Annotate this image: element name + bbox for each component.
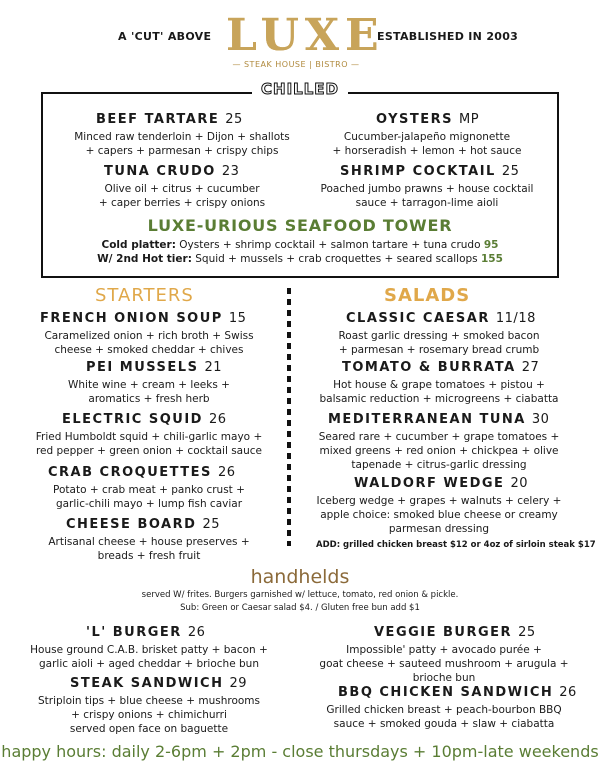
item-desc-line: Seared rare + cucumber + grape tomatoes + <box>318 431 560 443</box>
item-name: BEEF TARTARE <box>96 112 220 127</box>
tower-hot-line <box>50 252 550 266</box>
item-desc-line: + capers + parmesan + crispy chips <box>85 145 279 157</box>
starters-title: STARTERS <box>95 285 194 306</box>
item-name: SHRIMP COCKTAIL <box>340 164 496 179</box>
tower-cold-price: 95 <box>483 239 499 251</box>
item-desc-line: mixed greens + red onion + chickpea + olive <box>319 445 559 457</box>
tower-hot-desc: Squid + mussels + crab croquettes + seared scallops <box>195 253 478 265</box>
item-name: BBQ CHICKEN SANDWICH <box>338 685 554 700</box>
item-desc-line: aromatics + fresh herb <box>88 393 210 405</box>
item-price: 15 <box>228 311 247 326</box>
menu-item-french-onion-soup <box>20 311 278 357</box>
item-name: CLASSIC CAESAR <box>346 311 490 326</box>
item-desc-line: Fried Humboldt squid + chili-garlic mayo + <box>35 431 263 443</box>
menu-item-waldorf-wedge <box>300 476 578 536</box>
column-divider <box>287 288 291 546</box>
item-desc-line: parmesan dressing <box>388 523 490 535</box>
item-price: 26 <box>187 625 206 640</box>
item-desc-line: + caper berries + crispy onions <box>98 197 266 209</box>
item-desc-line: Artisanal cheese + house preserves + <box>48 536 250 548</box>
item-desc-line: + parmesan + rosemary bread crumb <box>338 344 540 356</box>
tagline-right: ESTABLISHED IN 2003 <box>377 30 519 43</box>
item-desc-line: served open face on baguette <box>69 723 229 735</box>
salads-title: SALADS <box>384 285 471 306</box>
item-name: TOMATO & BURRATA <box>342 360 516 375</box>
item-price: 29 <box>229 676 248 691</box>
item-desc-line: Poached jumbo prawns + house cocktail <box>320 183 534 195</box>
menu-item-cheese-board <box>20 517 278 563</box>
item-desc-line: garlic aioli + aged cheddar + brioche bun <box>39 658 259 670</box>
item-desc-line: Potato + crab meat + panko crust + <box>53 484 245 496</box>
menu-item-pei-mussels <box>20 360 278 406</box>
item-desc-line: sauce + smoked gouda + slaw + ciabatta <box>333 718 555 730</box>
item-desc-line: + crispy onions + chimichurri <box>71 709 227 721</box>
item-price: 26 <box>217 465 236 480</box>
chilled-title: CHILLED <box>252 80 348 98</box>
item-desc-line: sauce + tarragon-lime aioli <box>355 197 499 209</box>
menu-item-crab-croquettes <box>20 465 278 511</box>
item-desc-line: red pepper + green onion + cocktail sauce <box>35 445 263 457</box>
tower-hot-label: W/ 2nd Hot tier: <box>97 253 192 265</box>
item-price: 21 <box>204 360 223 375</box>
item-desc-line: breads + fresh fruit <box>97 550 201 562</box>
item-desc-line: cheese + smoked cheddar + chives <box>54 344 244 356</box>
menu-item-mediterranean-tuna <box>300 412 578 472</box>
item-desc-line: Iceberg wedge + grapes + walnuts + celery + <box>316 495 562 507</box>
item-price: 26 <box>209 412 227 427</box>
item-price: 25 <box>518 625 536 640</box>
menu-item-shrimp-cocktail <box>312 164 542 210</box>
item-desc-line: Cucumber-jalapeño mignonette <box>343 131 511 143</box>
seafood-tower-title: LUXE-URIOUS SEAFOOD TOWER <box>147 216 453 235</box>
item-name: WALDORF WEDGE <box>354 476 505 491</box>
item-name: VEGGIE BURGER <box>374 625 513 640</box>
item-desc-line: Striploin tips + blue cheese + mushrooms <box>37 695 260 707</box>
item-price: 30 <box>531 412 550 427</box>
item-desc-line: Roast garlic dressing + smoked bacon <box>338 330 540 342</box>
item-desc-line: garlic-chili mayo + lump fish caviar <box>55 498 243 510</box>
item-desc-line: apple choice: smoked blue cheese or creamy <box>320 509 558 521</box>
item-price: 25 <box>225 112 243 127</box>
salad-addon-note: ADD: grilled chicken breast $12 or 4oz of sirloin steak $17 <box>316 540 596 550</box>
item-desc-line: House ground C.A.B. brisket patty + bacon + <box>30 644 268 656</box>
menu-item-steak-sandwich <box>20 676 278 736</box>
item-desc-line: tapenade + citrus-garlic dressing <box>351 459 527 471</box>
item-desc-line: Caramelized onion + rich broth + Swiss <box>44 330 254 342</box>
item-name: ELECTRIC SQUID <box>62 412 203 427</box>
menu-item-classic-caesar <box>300 311 578 357</box>
item-desc-line: Grilled chicken breast + peach-bourbon BBQ <box>326 704 562 716</box>
tower-cold-label: Cold platter: <box>101 239 176 251</box>
menu-item-electric-squid <box>20 412 278 458</box>
handhelds-title: handhelds <box>250 566 350 588</box>
item-price: 26 <box>559 685 577 700</box>
item-price: 23 <box>221 164 240 179</box>
item-name: STEAK SANDWICH <box>70 676 224 691</box>
handhelds-note-1: served W/ frites. Burgers garnished w/ lettuce, tomato, red onion & pickle. <box>141 590 459 600</box>
happy-hours: happy hours: daily 2-6pm + 2pm - close thursdays + 10pm-late weekends <box>1 742 599 761</box>
item-price: 11/18 <box>495 311 536 326</box>
item-name: 'L' BURGER <box>86 625 182 640</box>
logo-text: LUXE <box>226 10 385 61</box>
item-desc-line: goat cheese + sauteed mushroom + arugula + <box>319 658 569 670</box>
item-desc-line: Hot house & grape tomatoes + pistou + <box>333 379 545 391</box>
item-name: CHEESE BOARD <box>66 517 197 532</box>
item-name: MEDITERRANEAN TUNA <box>328 412 526 427</box>
logo <box>226 10 385 61</box>
tower-hot-price: 155 <box>481 253 503 265</box>
menu-item-veggie-burger <box>310 625 578 685</box>
item-price: MP <box>459 112 480 127</box>
item-name: CRAB CROQUETTES <box>48 465 212 480</box>
item-name: FRENCH ONION SOUP <box>40 311 223 326</box>
tower-cold-line <box>50 238 550 252</box>
menu-item-l-burger <box>20 625 278 671</box>
menu-item-bbq-chicken-sandwich <box>310 685 578 731</box>
item-desc-line: brioche bun <box>412 672 476 684</box>
item-desc-line: White wine + cream + leeks + <box>68 379 230 391</box>
menu-item-oysters <box>312 112 542 158</box>
handhelds-note-2: Sub: Green or Caesar salad $4. / Gluten free bun add $1 <box>180 603 420 613</box>
item-desc-line: balsamic reduction + microgreens + ciabatta <box>319 393 559 405</box>
item-price: 25 <box>501 164 520 179</box>
logo-subtitle: — STEAK HOUSE | BISTRO — <box>232 60 360 69</box>
item-price: 20 <box>510 476 528 491</box>
tagline-left: A 'CUT' ABOVE <box>118 30 212 43</box>
tower-cold-desc: Oysters + shrimp cocktail + salmon tartare + tuna crudo <box>179 239 481 251</box>
item-name: TUNA CRUDO <box>104 164 216 179</box>
item-name: OYSTERS <box>376 112 453 127</box>
item-desc-line: + horseradish + lemon + hot sauce <box>332 145 522 157</box>
menu-item-beef-tartare <box>62 112 302 158</box>
item-price: 25 <box>202 517 221 532</box>
item-name: PEI MUSSELS <box>86 360 199 375</box>
item-desc-line: Impossible' patty + avocado purée + <box>346 644 542 656</box>
item-desc-line: Minced raw tenderloin + Dijon + shallots <box>74 131 290 143</box>
item-desc-line: Olive oil + citrus + cucumber <box>104 183 260 195</box>
menu-item-tuna-crudo <box>62 164 302 210</box>
item-price: 27 <box>521 360 540 375</box>
menu-item-tomato-burrata <box>300 360 578 406</box>
